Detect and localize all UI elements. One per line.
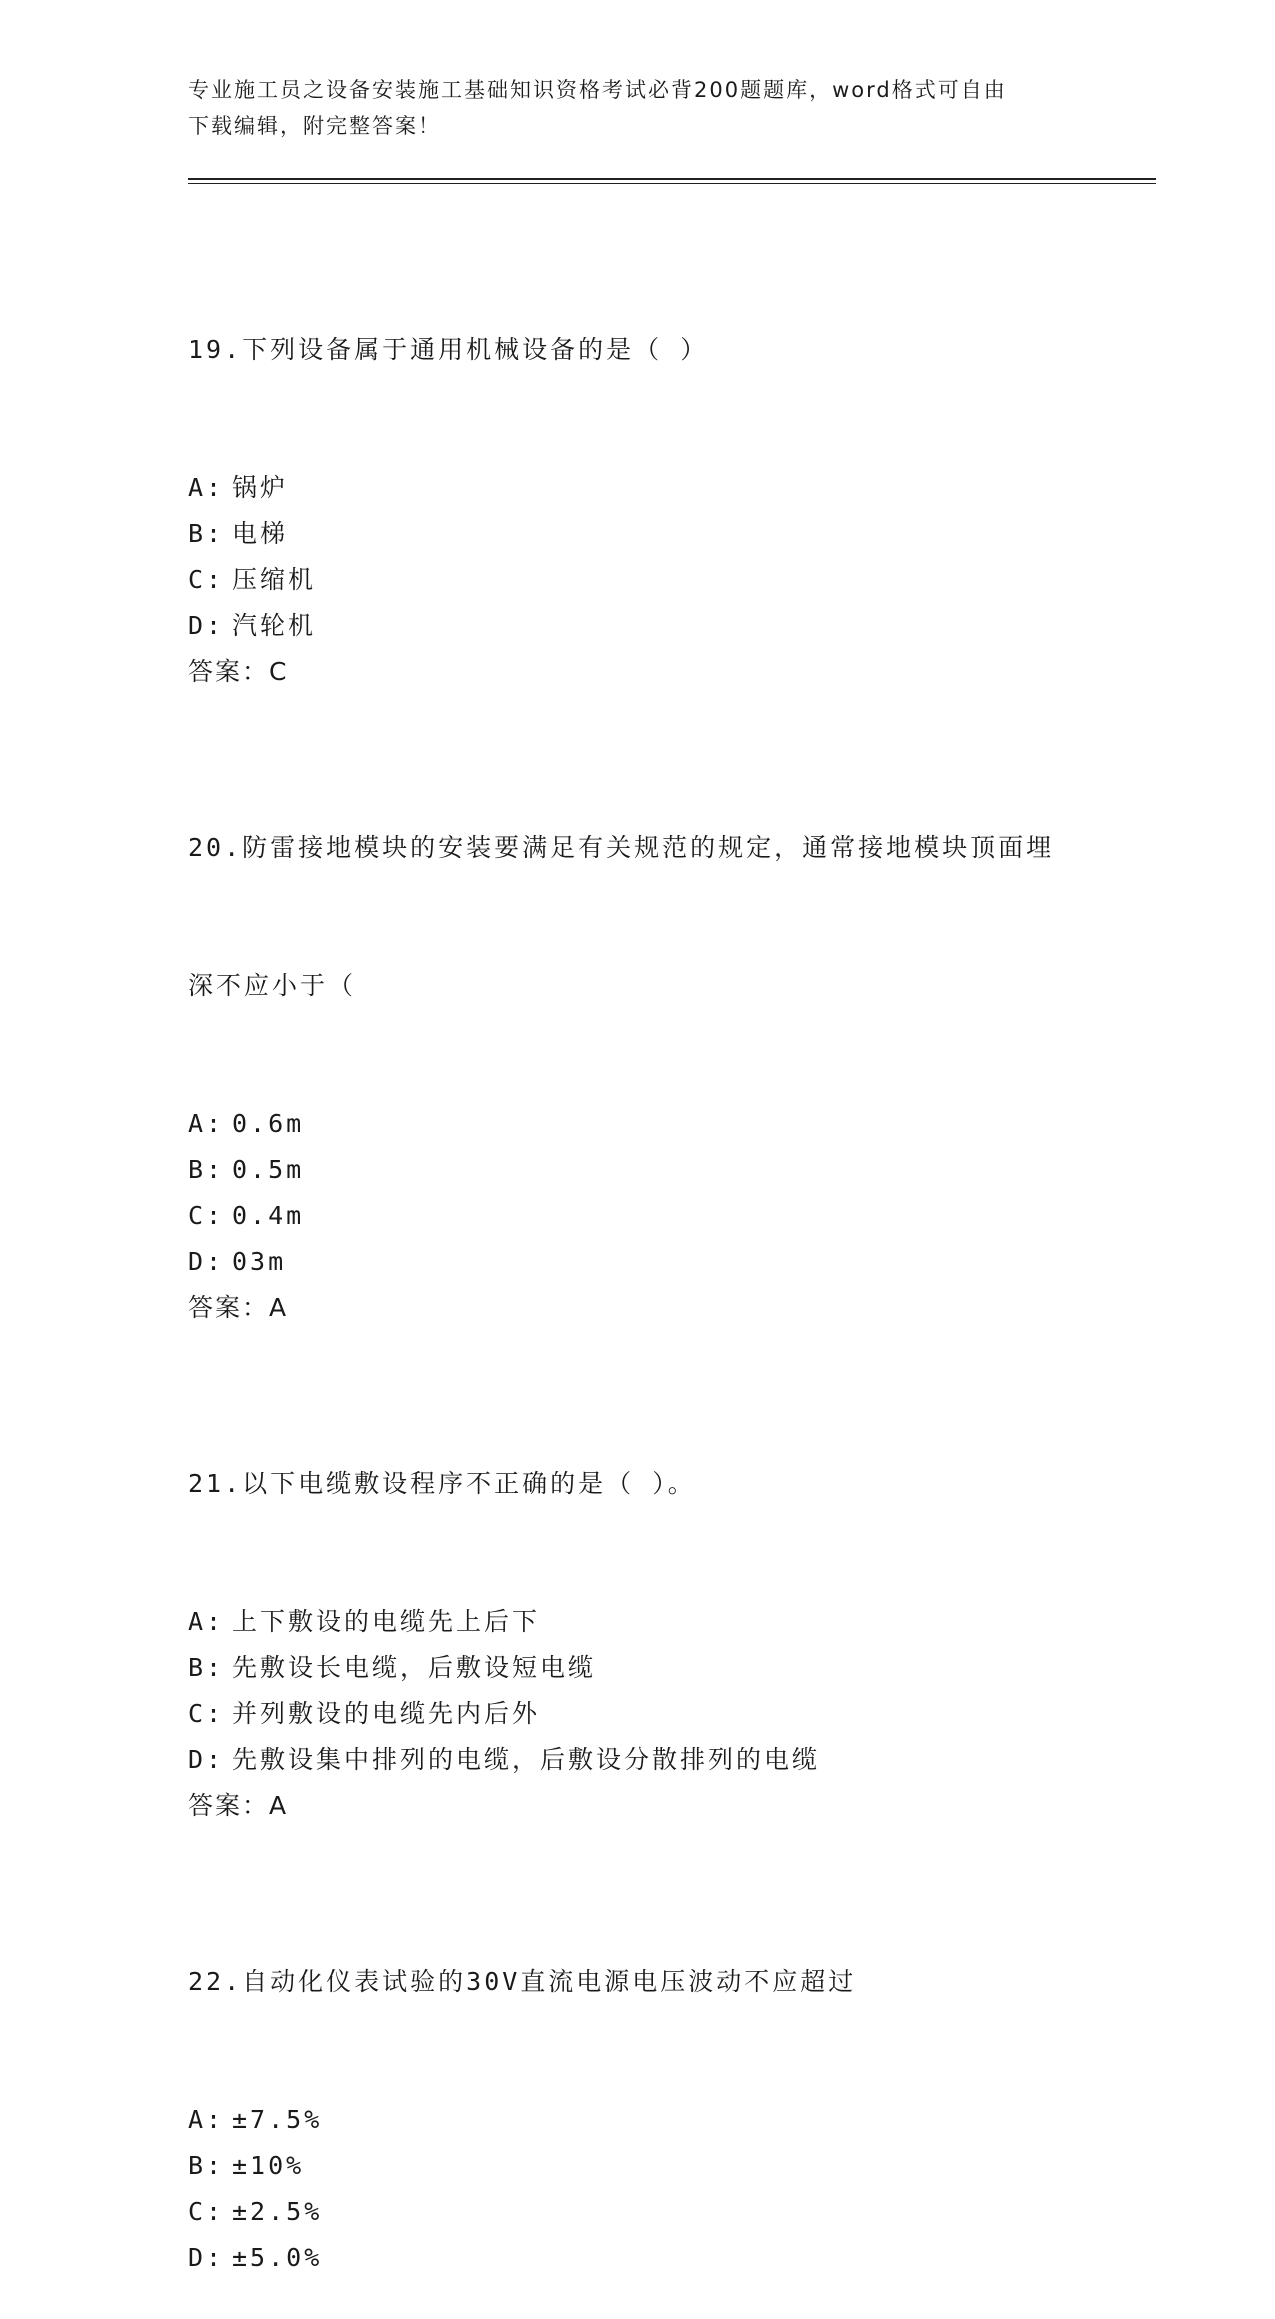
option-c (188, 2189, 1088, 2235)
question-22 (188, 1867, 1088, 2281)
option-key: B: (188, 1155, 225, 1184)
question-list (188, 235, 1088, 2319)
header-divider (188, 178, 1156, 180)
option-key: C: (188, 1699, 225, 1728)
document-header (188, 72, 1068, 144)
option-text: 0.6m (232, 1109, 305, 1138)
option-d (188, 1239, 1088, 1285)
option-text: 上下敷设的电缆先上后下 (232, 1607, 541, 1636)
option-key: A: (188, 1607, 225, 1636)
option-key: C: (188, 1201, 225, 1230)
option-text: 0.5m (232, 1155, 305, 1184)
answer-line: 答案：A (188, 1293, 289, 1322)
question-stem-line: 20.防雷接地模块的安装要满足有关规范的规定，通常接地模块顶面埋 (188, 833, 1055, 862)
option-b (188, 511, 1088, 557)
option-text: ±2.5% (232, 2197, 323, 2226)
option-text: 先敷设集中排列的电缆，后敷设分散排列的电缆 (232, 1745, 821, 1774)
option-d (188, 2235, 1088, 2281)
option-key: D: (188, 1247, 225, 1276)
question-stem (188, 733, 1088, 1101)
question-stem-line: 深不应小于（ (188, 971, 357, 1000)
option-text: 电梯 (232, 519, 289, 548)
option-d (188, 1737, 1088, 1783)
option-a (188, 1599, 1088, 1645)
option-a (188, 465, 1088, 511)
option-b (188, 1645, 1088, 1691)
option-key: D: (188, 611, 225, 640)
option-text: 并列敷设的电缆先内后外 (232, 1699, 541, 1728)
option-text: 锅炉 (232, 473, 289, 502)
question-20 (188, 733, 1088, 1331)
option-key: A: (188, 2105, 225, 2134)
question-21 (188, 1369, 1088, 1829)
question-stem-line: 19.下列设备属于通用机械设备的是（ ） (188, 335, 709, 364)
option-a (188, 1101, 1088, 1147)
option-key: C: (188, 2197, 225, 2226)
question-stem-line: 21.以下电缆敷设程序不正确的是（ ）。 (188, 1469, 696, 1498)
option-key: B: (188, 1653, 225, 1682)
option-key: D: (188, 2243, 225, 2272)
option-text: 汽轮机 (232, 611, 317, 640)
option-key: A: (188, 1109, 225, 1138)
option-text: 03m (232, 1247, 287, 1276)
header-divider-thin (188, 183, 1156, 184)
option-a (188, 2097, 1088, 2143)
option-key: A: (188, 473, 225, 502)
option-d (188, 603, 1088, 649)
option-key: B: (188, 2151, 225, 2180)
option-c (188, 557, 1088, 603)
question-stem-line: 22.自动化仪表试验的30V直流电源电压波动不应超过 (188, 1967, 857, 1996)
option-text: 压缩机 (232, 565, 317, 594)
answer-line: 答案：A (188, 1791, 289, 1820)
option-key: C: (188, 565, 225, 594)
option-text: ±7.5% (232, 2105, 323, 2134)
option-text: 0.4m (232, 1201, 305, 1230)
option-c (188, 1691, 1088, 1737)
question-stem (188, 1867, 1088, 2097)
option-text: 先敷设长电缆，后敷设短电缆 (232, 1653, 597, 1682)
header-line-1: 专业施工员之设备安装施工基础知识资格考试必背200题题库，word格式可自由 (188, 78, 1007, 102)
option-b (188, 1147, 1088, 1193)
question-stem (188, 235, 1088, 465)
option-key: B: (188, 519, 225, 548)
header-line-2: 下载编辑，附完整答案！ (188, 114, 441, 138)
answer-line: 答案：C (188, 657, 289, 686)
question-19 (188, 235, 1088, 695)
option-text: ±5.0% (232, 2243, 323, 2272)
option-key: D: (188, 1745, 225, 1774)
option-c (188, 1193, 1088, 1239)
option-b (188, 2143, 1088, 2189)
option-text: ±10% (232, 2151, 305, 2180)
question-stem (188, 1369, 1088, 1599)
